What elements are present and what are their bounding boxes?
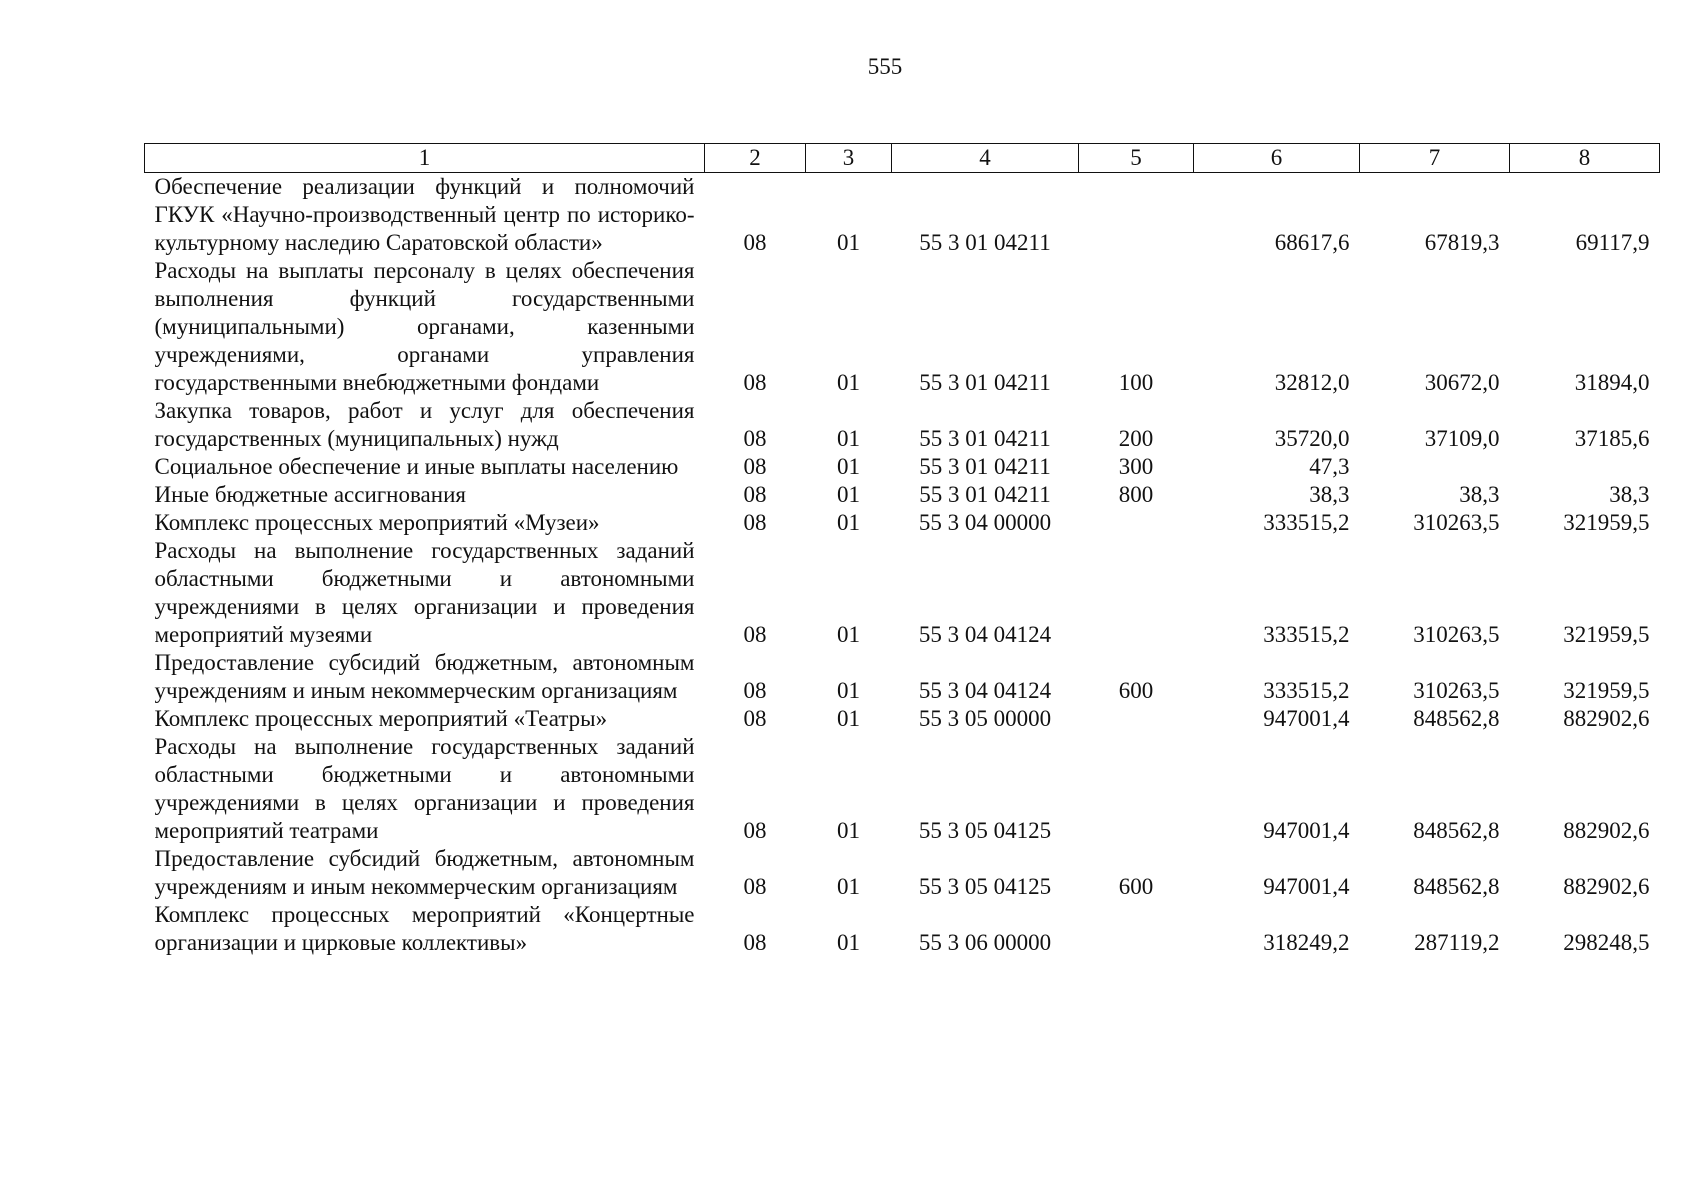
expense-type-code: 800 <box>1118 482 1154 507</box>
subsection-code: 01 <box>837 482 860 507</box>
table-row <box>145 845 1660 901</box>
target-article-code: 55 3 01 04211 <box>919 454 1051 479</box>
table-row <box>145 705 1660 733</box>
column-header-3: 3 <box>806 144 892 173</box>
table-row <box>145 257 1660 397</box>
expense-name: Расходы на выполнение государственных заданий областными бюджетными и автономными учреждениями в целях организации и проведения мероприятий театрами <box>154 734 695 843</box>
budget-table <box>144 143 1660 957</box>
amount-col-7: 310263,5 <box>1413 622 1500 647</box>
section-code: 08 <box>743 454 767 479</box>
amount-col-8: 882902,6 <box>1563 706 1650 731</box>
table-row <box>145 397 1660 453</box>
amount-col-8: 321959,5 <box>1563 510 1650 535</box>
section-code: 08 <box>743 706 767 731</box>
subsection-code: 01 <box>837 370 860 395</box>
amount-col-6: 318249,2 <box>1263 930 1350 955</box>
section-code: 08 <box>743 426 767 451</box>
amount-col-7: 67819,3 <box>1424 230 1500 255</box>
amount-col-7: 30672,0 <box>1424 370 1500 395</box>
expense-name: Социальное обеспечение и иные выплаты населению <box>154 454 679 479</box>
subsection-code: 01 <box>837 510 860 535</box>
section-code: 08 <box>743 874 767 899</box>
column-header-1: 1 <box>145 144 705 173</box>
expense-type-code: 600 <box>1118 874 1154 899</box>
amount-col-6: 947001,4 <box>1263 818 1350 843</box>
page-number: 555 <box>867 54 903 79</box>
expense-type-code: 100 <box>1118 370 1154 395</box>
subsection-code: 01 <box>837 678 860 703</box>
section-code: 08 <box>743 230 767 255</box>
expense-name: Предоставление субсидий бюджетным, автономным учреждениям и иным некоммерческим организациям <box>154 846 695 899</box>
amount-col-6: 38,3 <box>1309 482 1350 507</box>
amount-col-8: 321959,5 <box>1563 622 1650 647</box>
amount-col-7: 848562,8 <box>1413 706 1500 731</box>
expense-name: Предоставление субсидий бюджетным, автономным учреждениям и иным некоммерческим организациям <box>154 650 695 703</box>
table-row <box>145 173 1660 258</box>
expense-name: Комплекс процессных мероприятий «Музеи» <box>154 510 600 535</box>
target-article-code: 55 3 01 04211 <box>919 230 1051 255</box>
column-header-7: 7 <box>1360 144 1510 173</box>
expense-type-code <box>1079 705 1194 733</box>
amount-col-7: 310263,5 <box>1413 678 1500 703</box>
table-row <box>145 733 1660 845</box>
expense-type-code <box>1079 901 1194 957</box>
subsection-code: 01 <box>837 930 860 955</box>
expense-name: Закупка товаров, работ и услуг для обеспечения государственных (муниципальных) нужд <box>154 398 695 451</box>
amount-col-6: 68617,6 <box>1274 230 1350 255</box>
target-article-code: 55 3 01 04211 <box>919 370 1051 395</box>
section-code: 08 <box>743 930 767 955</box>
subsection-code: 01 <box>837 874 860 899</box>
subsection-code: 01 <box>837 230 860 255</box>
target-article-code: 55 3 04 04124 <box>918 622 1052 647</box>
amount-col-6: 947001,4 <box>1263 706 1350 731</box>
amount-col-7: 37109,0 <box>1424 426 1500 451</box>
target-article-code: 55 3 04 04124 <box>918 678 1052 703</box>
section-code: 08 <box>743 370 767 395</box>
amount-col-6: 333515,2 <box>1263 622 1350 647</box>
target-article-code: 55 3 05 00000 <box>918 706 1052 731</box>
target-article-code: 55 3 06 00000 <box>918 930 1052 955</box>
amount-col-6: 32812,0 <box>1274 370 1350 395</box>
subsection-code: 01 <box>837 622 860 647</box>
subsection-code: 01 <box>837 818 860 843</box>
target-article-code: 55 3 05 04125 <box>918 874 1052 899</box>
expense-name: Обеспечение реализации функций и полномочий ГКУК «Научно-производственный центр по историко-культурному наследию Саратовской области» <box>154 174 695 255</box>
table-header <box>145 144 1660 173</box>
amount-col-7 <box>1360 453 1510 481</box>
table-row <box>145 481 1660 509</box>
amount-col-6: 333515,2 <box>1263 510 1350 535</box>
expense-name: Комплекс процессных мероприятий «Концертные организации и цирковые коллективы» <box>154 902 695 955</box>
expense-type-code: 200 <box>1118 426 1154 451</box>
target-article-code: 55 3 01 04211 <box>919 426 1051 451</box>
table-row <box>145 509 1660 537</box>
amount-col-6: 333515,2 <box>1263 678 1350 703</box>
table-row <box>145 649 1660 705</box>
expense-type-code <box>1079 173 1194 258</box>
amount-col-8: 69117,9 <box>1575 230 1650 255</box>
amount-col-7: 287119,2 <box>1414 930 1500 955</box>
expense-type-code <box>1079 509 1194 537</box>
expense-name: Расходы на выплаты персоналу в целях обеспечения выполнения функций государственными (муниципальными) органами, казенными учреждениями, органами управления государственными внебюджетными фондами <box>154 258 695 395</box>
amount-col-6: 947001,4 <box>1263 874 1350 899</box>
expense-name: Комплекс процессных мероприятий «Театры» <box>154 706 608 731</box>
table-row <box>145 901 1660 957</box>
subsection-code: 01 <box>837 426 860 451</box>
amount-col-8: 882902,6 <box>1563 874 1650 899</box>
column-header-2: 2 <box>705 144 806 173</box>
amount-col-8: 298248,5 <box>1563 930 1650 955</box>
amount-col-8: 37185,6 <box>1574 426 1650 451</box>
amount-col-7: 848562,8 <box>1413 818 1500 843</box>
table-body <box>145 173 1660 958</box>
column-header-6: 6 <box>1194 144 1360 173</box>
expense-name: Иные бюджетные ассигнования <box>154 482 466 507</box>
amount-col-7: 38,3 <box>1459 482 1500 507</box>
amount-col-8: 38,3 <box>1609 482 1650 507</box>
section-code: 08 <box>743 622 767 647</box>
section-code: 08 <box>743 510 767 535</box>
amount-col-8: 321959,5 <box>1563 678 1650 703</box>
section-code: 08 <box>743 818 767 843</box>
section-code: 08 <box>743 482 767 507</box>
amount-col-8 <box>1510 453 1660 481</box>
amount-col-7: 310263,5 <box>1413 510 1500 535</box>
amount-col-7: 848562,8 <box>1413 874 1500 899</box>
expense-name: Расходы на выполнение государственных заданий областными бюджетными и автономными учреждениями в целях организации и проведения мероприятий музеями <box>154 538 695 647</box>
subsection-code: 01 <box>837 706 860 731</box>
table-row <box>145 453 1660 481</box>
amount-col-6: 35720,0 <box>1274 426 1350 451</box>
header-row <box>145 144 1660 173</box>
target-article-code: 55 3 05 04125 <box>918 818 1052 843</box>
expense-type-code <box>1079 733 1194 845</box>
subsection-code: 01 <box>837 454 860 479</box>
amount-col-8: 31894,0 <box>1574 370 1650 395</box>
table-row <box>145 537 1660 649</box>
section-code: 08 <box>743 678 767 703</box>
column-header-8: 8 <box>1510 144 1660 173</box>
target-article-code: 55 3 04 00000 <box>918 510 1052 535</box>
expense-type-code <box>1079 537 1194 649</box>
amount-col-8: 882902,6 <box>1563 818 1650 843</box>
amount-col-6: 47,3 <box>1309 454 1350 479</box>
column-header-4: 4 <box>892 144 1079 173</box>
target-article-code: 55 3 01 04211 <box>919 482 1051 507</box>
expense-type-code: 300 <box>1118 454 1154 479</box>
column-header-5: 5 <box>1079 144 1194 173</box>
expense-type-code: 600 <box>1118 678 1154 703</box>
